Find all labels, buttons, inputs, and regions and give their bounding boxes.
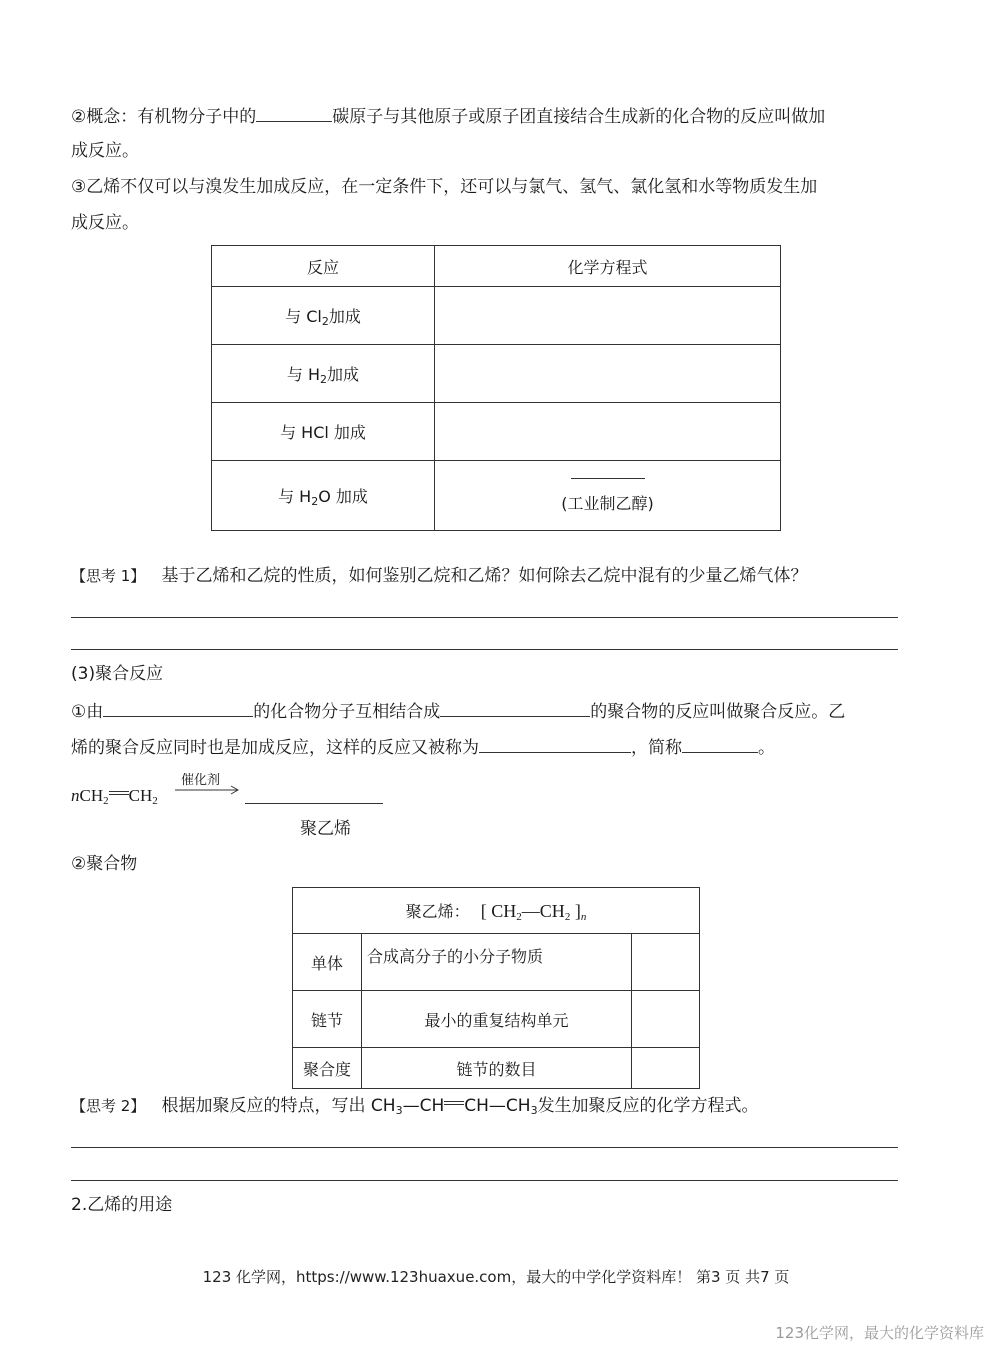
ethylene-line-2: 成反应。 [71, 213, 139, 233]
addition-reaction-table [211, 245, 781, 531]
table-header-reaction: 反应 [212, 246, 435, 287]
concept-line-2: 成反应。 [71, 141, 139, 161]
page-footer: 123 化学网，https://www.123huaxue.com，最大的中学化学资料库！ 第3 页 共7 页 [202, 1268, 790, 1286]
fill-blank [479, 736, 631, 753]
desc-monomer: 合成高分子的小分子物质 [362, 934, 632, 991]
term-degree: 聚合度 [293, 1048, 362, 1089]
industrial-ethanol-note: (工业制乙醇) [561, 493, 654, 513]
section-uses-title: 2.乙烯的用途 [71, 1195, 173, 1215]
answer-line [71, 649, 898, 650]
product-blank [245, 803, 383, 804]
answer-line [71, 1180, 898, 1181]
double-bond-icon [109, 791, 129, 795]
table-row-hcl: 与 HCl 加成 [212, 403, 435, 461]
polyethylene-header: 聚乙烯： [ $CH_2—CH_2$ ]$_n$ [293, 888, 700, 934]
fill-blank [682, 736, 758, 753]
section-polymerization-title: (3)聚合反应 [71, 664, 164, 684]
polymerization-equation: nCH$_2$ $CH_2$ [71, 786, 158, 807]
fill-blank [440, 700, 590, 717]
think-1: 【思考 1】 基于乙烯和乙烷的性质，如何鉴别乙烷和乙烯？如何除去乙烷中混有的少量乙烯气体？ [71, 566, 808, 586]
answer-cell [435, 461, 781, 531]
answer-cell [435, 403, 781, 461]
answer-cell [632, 991, 700, 1048]
think-2: 【思考 2】 根据加聚反应的特点，写出 $CH_3—CH$ $CH—CH_3$发生加聚反应的化学方程式。 [71, 1096, 759, 1117]
term-repeat-unit: 链节 [293, 991, 362, 1048]
product-label: 聚乙烯 [300, 819, 351, 839]
polymerization-line-1: ①由 的化合物分子互相结合成 的聚合物的反应叫做聚合反应。乙 [71, 702, 846, 722]
reaction-arrow-icon [175, 785, 243, 795]
answer-cell [632, 1048, 700, 1089]
desc-repeat-unit: 最小的重复结构单元 [362, 991, 632, 1048]
polymerization-line-2: 烯的聚合反应同时也是加成反应，这样的反应又被称为 ，简称 。 [71, 738, 775, 758]
answer-line [71, 617, 898, 618]
watermark: 123化学网，最大的化学资料库 [775, 1324, 984, 1342]
table-header-equation: 化学方程式 [435, 246, 781, 287]
answer-cell [435, 345, 781, 403]
fill-blank [256, 105, 332, 122]
answer-cell [435, 287, 781, 345]
polyethylene-formula: [ $CH_2—CH_2$ ]$_n$ [480, 901, 587, 923]
polymer-title: ②聚合物 [71, 854, 138, 874]
double-bond-icon [444, 1101, 464, 1105]
table-row-h2o: 与 $H_2O$ 加成 [212, 461, 435, 531]
table-row-h2: 与 $H_2$加成 [212, 345, 435, 403]
table-row-cl2: 与 $Cl_2$加成 [212, 287, 435, 345]
term-monomer: 单体 [293, 934, 362, 991]
fill-blank [103, 700, 253, 717]
answer-line [71, 1147, 898, 1148]
answer-cell [632, 934, 700, 991]
catalyst-label: 催化剂 [181, 773, 221, 788]
concept-line-1: ②概念：有机物分子中的 碳原子与其他原子或原子团直接结合生成新的化合物的反应叫做加 [71, 107, 826, 127]
polymer-table [292, 887, 700, 1089]
desc-degree: 链节的数目 [362, 1048, 632, 1089]
ethylene-line-1: ③乙烯不仅可以与溴发生加成反应，在一定条件下，还可以与氯气、氢气、氯化氢和水等物质发生加 [71, 177, 818, 197]
